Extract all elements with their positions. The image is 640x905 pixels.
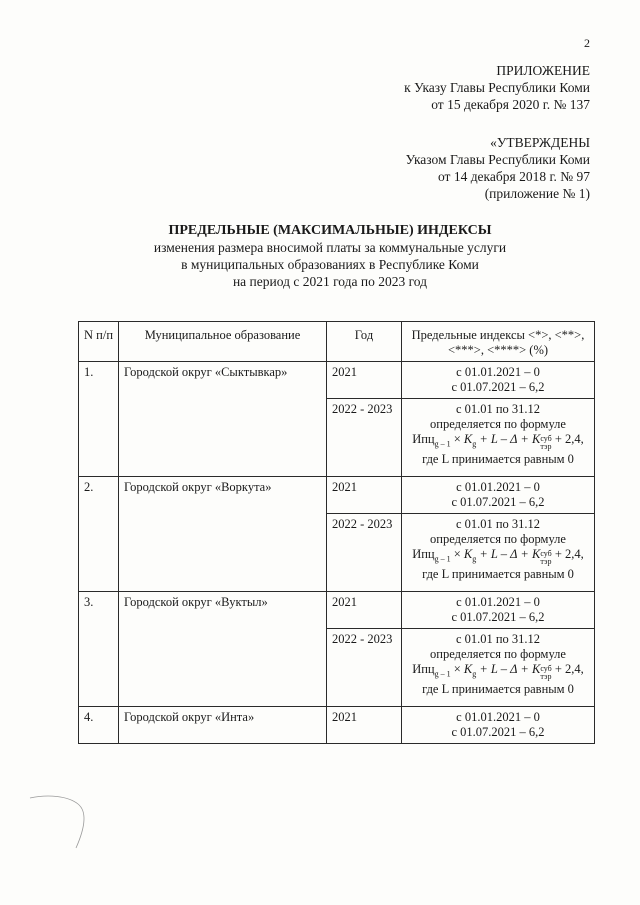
- row-number: 4.: [79, 707, 119, 744]
- index-line: с 01.01 по 31.12: [455, 402, 541, 416]
- year-cell: 2022 - 2023: [327, 629, 402, 707]
- year-cell: 2021: [327, 477, 402, 514]
- index-cell: [402, 477, 595, 514]
- index-line: с 01.01.2021 – 0: [456, 710, 540, 724]
- index-cell: [402, 399, 595, 477]
- document-title: [60, 222, 600, 290]
- year-cell: 2021: [327, 592, 402, 629]
- municipality-name: Городской округ «Инта»: [119, 707, 327, 744]
- table-row: [79, 592, 595, 629]
- index-line: с 01.01.2021 – 0: [456, 365, 540, 379]
- year-cell: 2022 - 2023: [327, 399, 402, 477]
- approved-decree: Указом Главы Республики Коми: [405, 152, 590, 167]
- row-number: 2.: [79, 477, 119, 592]
- index-cell: [402, 629, 595, 707]
- municipality-name: Городской округ «Вуктыл»: [119, 592, 327, 707]
- index-line: с 01.01.2021 – 0: [456, 480, 540, 494]
- row-number: 1.: [79, 362, 119, 477]
- index-line: с 01.07.2021 – 6,2: [451, 380, 545, 394]
- title-line-4: на период с 2021 года по 2023 год: [232, 274, 428, 289]
- index-line: с 01.01.2021 – 0: [456, 595, 540, 609]
- approved-header: [406, 134, 590, 202]
- approved-date: от 14 декабря 2018 г. № 97: [437, 169, 590, 184]
- year-cell: 2021: [327, 707, 402, 744]
- index-line: определяется по формуле: [430, 647, 566, 661]
- table-row: [79, 707, 595, 744]
- municipality-name: Городской округ «Сыктывкар»: [119, 362, 327, 477]
- index-cell: [402, 362, 595, 399]
- index-line: с 01.01 по 31.12: [455, 517, 541, 531]
- index-line: с 01.07.2021 – 6,2: [451, 610, 545, 624]
- appendix-title: ПРИЛОЖЕНИЕ: [496, 63, 590, 78]
- year-cell: 2021: [327, 362, 402, 399]
- header-num: N п/п: [79, 322, 119, 362]
- header-year: Год: [327, 322, 402, 362]
- table-row: [79, 362, 595, 399]
- page-number: 2: [584, 36, 590, 50]
- index-line: где L принимается равным 0: [422, 566, 574, 581]
- index-formula: $Ипц_{g - 1} \times K_g + L - \Delta + K$ суб тэр + 2,4,: [412, 662, 584, 681]
- appendix-decree: к Указу Главы Республики Коми: [404, 80, 590, 95]
- table-header-row: [79, 322, 595, 362]
- index-formula: $Ипц_{g - 1} \times K_g + L - \Delta + K$ суб тэр + 2,4,: [412, 432, 584, 451]
- index-formula: $Ипц_{g - 1} \times K_g + L - \Delta + K$ суб тэр + 2,4,: [412, 547, 584, 566]
- appendix-date: от 15 декабря 2020 г. № 137: [431, 97, 590, 112]
- approved-title: «УТВЕРЖДЕНЫ: [490, 135, 590, 150]
- year-cell: 2022 - 2023: [327, 514, 402, 592]
- index-line: где L принимается равным 0: [422, 451, 574, 466]
- index-cell: [402, 707, 595, 744]
- index-line: с 01.07.2021 – 6,2: [451, 725, 545, 739]
- index-line: определяется по формуле: [430, 417, 566, 431]
- approved-attachment: (приложение № 1): [484, 186, 590, 201]
- title-line-2: изменения размера вносимой платы за коммунальные услуги: [153, 240, 507, 255]
- index-line: с 01.01 по 31.12: [455, 632, 541, 646]
- title-main: ПРЕДЕЛЬНЫЕ (МАКСИМАЛЬНЫЕ) ИНДЕКСЫ: [168, 223, 492, 238]
- index-line: где L принимается равным 0: [422, 681, 574, 696]
- index-line: с 01.07.2021 – 6,2: [451, 495, 545, 509]
- pen-mark: [28, 790, 108, 850]
- title-line-3: в муниципальных образованиях в Республике Коми: [181, 257, 479, 272]
- row-number: 3.: [79, 592, 119, 707]
- header-municipality: Муниципальное образование: [119, 322, 327, 362]
- index-cell: [402, 514, 595, 592]
- indices-table: [78, 321, 595, 744]
- appendix-header: [404, 62, 590, 113]
- index-line: определяется по формуле: [430, 532, 566, 546]
- table-row: [79, 477, 595, 514]
- header-indices: Предельные индексы <*>, <**>, <***>, <****> (%): [402, 322, 595, 362]
- municipality-name: Городской округ «Воркута»: [119, 477, 327, 592]
- index-cell: [402, 592, 595, 629]
